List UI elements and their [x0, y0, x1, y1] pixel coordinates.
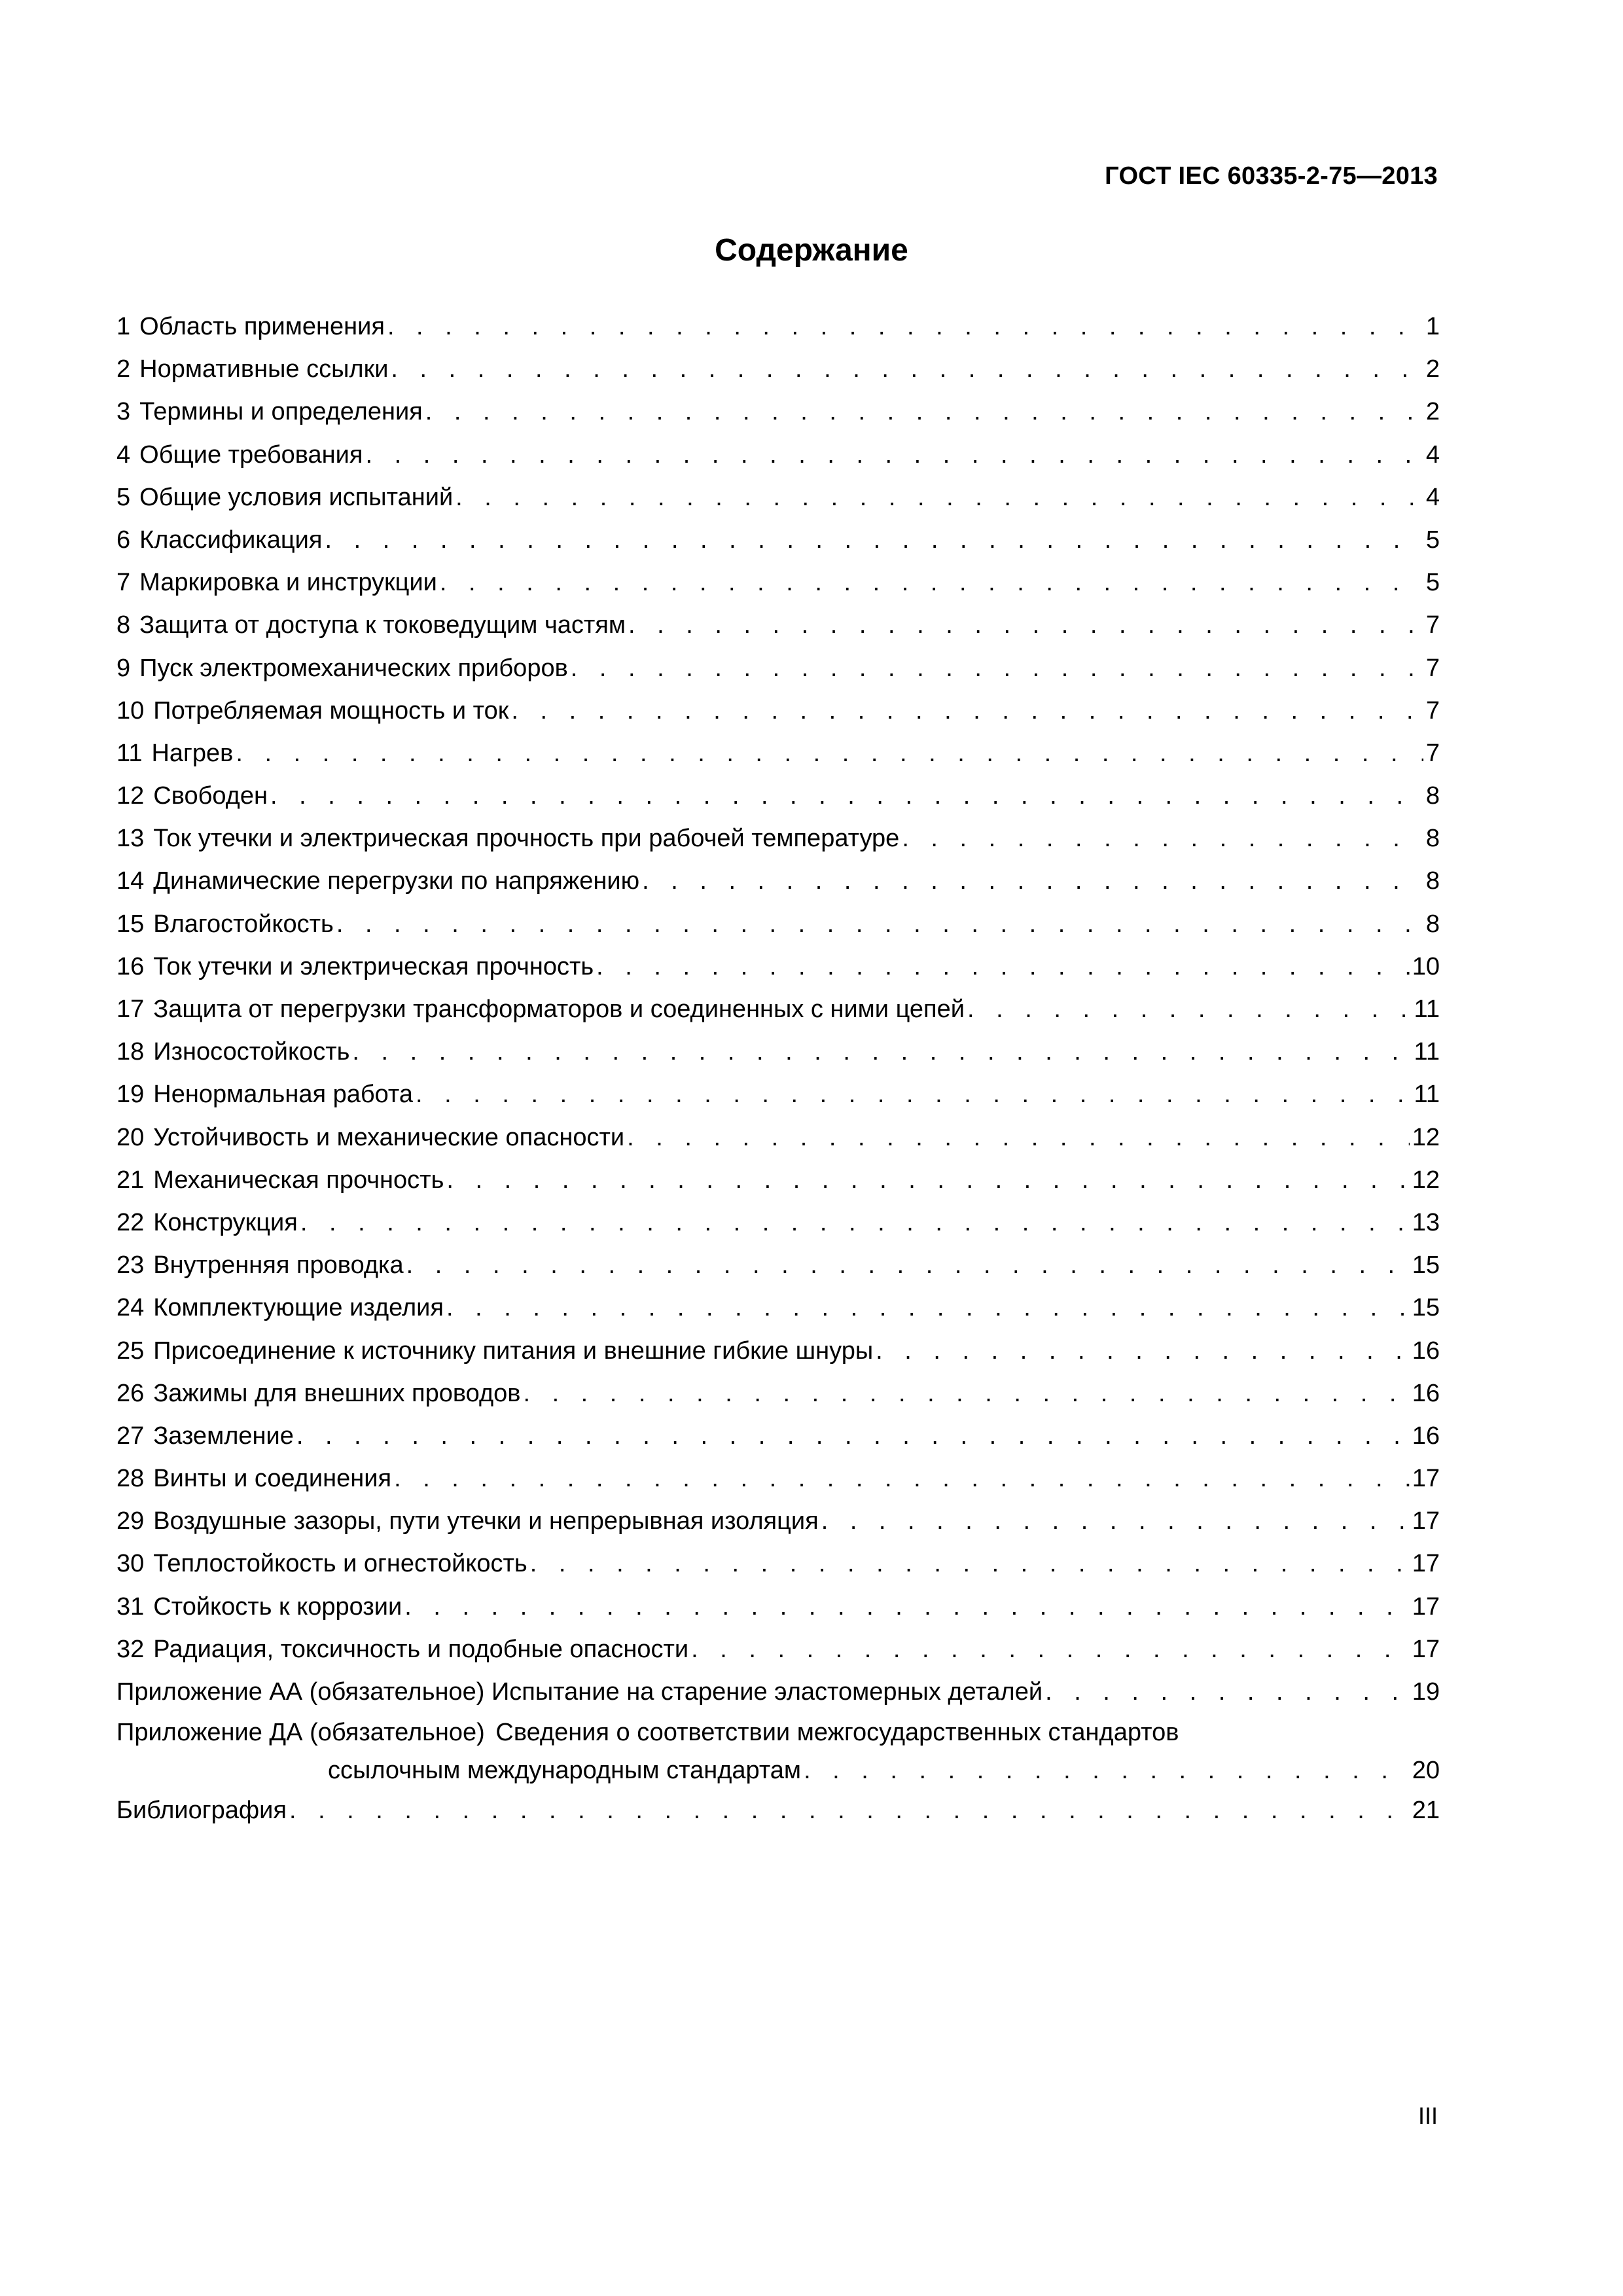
toc-entry[interactable] [116, 476, 1440, 519]
toc-entry[interactable] [116, 1159, 1440, 1202]
toc-entry[interactable] [116, 732, 1440, 775]
toc-entry-label: Область применения [139, 313, 385, 340]
toc-entry-number: 21 [116, 1166, 145, 1194]
toc-entry[interactable] [116, 1287, 1440, 1329]
toc-entry[interactable] [116, 690, 1440, 732]
toc-entry-label: Воздушные зазоры, пути утечки и непрерывная изоляция [153, 1507, 819, 1535]
toc-entry-page: 1 [1425, 313, 1440, 340]
toc-entry-page: 11 [1414, 996, 1440, 1023]
toc-leader-dots [416, 1073, 1412, 1116]
toc-entry[interactable] [116, 1372, 1440, 1415]
toc-entry[interactable] [116, 562, 1440, 604]
page-number: III [1418, 2102, 1438, 2129]
toc-leader-dots [511, 690, 1423, 732]
toc-entry-annex-aa[interactable] [116, 1671, 1440, 1713]
toc-leader-dots [365, 434, 1423, 476]
toc-entry[interactable] [116, 1543, 1440, 1585]
toc-entry-page: 15 [1412, 1294, 1440, 1322]
toc-entry[interactable] [116, 391, 1440, 433]
toc-entry-page: 4 [1425, 483, 1440, 511]
toc-leader-dots [876, 1330, 1410, 1372]
toc-entry-page: 7 [1425, 654, 1440, 682]
toc-leader-dots [967, 988, 1412, 1031]
toc-entry-page: 7 [1425, 739, 1440, 767]
toc-entry-label: Теплостойкость и огнестойкость [153, 1550, 527, 1578]
toc-entry-label-continuation: ссылочным международным стандартам [328, 1757, 802, 1785]
toc-entry-number: 11 [116, 739, 143, 767]
toc-entry-label: Ненормальная работа [153, 1081, 414, 1109]
toc-leader-dots [804, 1751, 1410, 1789]
toc-leader-dots [627, 1117, 1410, 1159]
toc-entry-page: 16 [1412, 1422, 1440, 1450]
toc-entry-label: Общие условия испытаний [139, 483, 454, 511]
toc-entry-label: Комплектующие изделия [153, 1294, 444, 1322]
toc-leader-dots [440, 562, 1423, 604]
toc-entry-page: 10 [1412, 952, 1440, 980]
toc-entry-number: 4 [116, 440, 131, 469]
toc-entry-label: Механическая прочность [153, 1166, 444, 1194]
toc-entry[interactable] [116, 519, 1440, 562]
toc-entry-label: Радиация, токсичность и подобные опасности [153, 1635, 689, 1663]
toc-entry[interactable] [116, 1244, 1440, 1287]
toc-entry-page: 19 [1412, 1678, 1440, 1706]
toc-entry-number: 17 [116, 996, 145, 1023]
toc-entry[interactable] [116, 1202, 1440, 1244]
toc-entry[interactable] [116, 1117, 1440, 1159]
toc-entry-number: 23 [116, 1251, 145, 1280]
toc-entry-label: Влагостойкость [153, 910, 334, 938]
toc-leader-dots [446, 1287, 1410, 1329]
toc-entry-number: 14 [116, 867, 145, 895]
toc-entry-label: Нормативные ссылки [139, 355, 389, 384]
toc-entry-label: Конструкция [153, 1208, 298, 1236]
toc-leader-dots [300, 1202, 1410, 1244]
toc-entry-number: 7 [116, 569, 131, 597]
toc-entry-number: 20 [116, 1123, 145, 1151]
toc-entry-number: 22 [116, 1208, 145, 1236]
toc-entry[interactable] [116, 775, 1440, 817]
toc-entry-page: 20 [1412, 1757, 1440, 1785]
toc-entry-page: 5 [1425, 526, 1440, 554]
toc-entry-number: 28 [116, 1465, 145, 1493]
toc-entry-label: Потребляемая мощность и ток [153, 696, 509, 725]
toc-leader-dots [236, 732, 1423, 775]
toc-entry-label: Зажимы для внешних проводов [153, 1379, 521, 1407]
toc-leader-dots [387, 306, 1423, 348]
toc-entry-annex-da[interactable] [116, 1713, 1440, 1789]
toc-entry[interactable] [116, 1031, 1440, 1073]
toc-entry-number: 19 [116, 1081, 145, 1109]
toc-entry[interactable] [116, 434, 1440, 476]
toc-leader-dots [391, 348, 1423, 391]
toc-entry-page: 17 [1412, 1507, 1440, 1535]
toc-entry-label: Общие требования [139, 440, 363, 469]
toc-entry-number: 5 [116, 483, 131, 511]
toc-entry[interactable] [116, 1458, 1440, 1500]
toc-entry[interactable] [116, 1628, 1440, 1671]
toc-entry-page: 12 [1412, 1123, 1440, 1151]
toc-entry[interactable] [116, 946, 1440, 988]
toc-entry-label: Приложение АА (обязательное) Испытание на старение эластомерных деталей [116, 1678, 1043, 1706]
toc-entry-page: 12 [1412, 1166, 1440, 1194]
toc-entry-label: Устойчивость и механические опасности [153, 1123, 625, 1151]
toc-entry-number: 27 [116, 1422, 145, 1450]
toc-entry-label: Маркировка и инструкции [139, 569, 437, 597]
toc-entry-label: Приложение ДА (обязательное) [116, 1719, 485, 1747]
table-of-contents [116, 306, 1440, 1832]
toc-title: Содержание [715, 233, 908, 268]
toc-leader-dots [596, 946, 1410, 988]
toc-entry-label: Заземление [153, 1422, 294, 1450]
toc-entry-page: 5 [1425, 569, 1440, 597]
toc-leader-dots [336, 903, 1423, 946]
toc-entry-page: 11 [1414, 1081, 1440, 1109]
toc-entry-number: 6 [116, 526, 131, 554]
toc-leader-dots [523, 1372, 1409, 1415]
toc-entry-bibliography[interactable] [116, 1789, 1440, 1832]
toc-leader-dots [821, 1500, 1410, 1543]
toc-leader-dots [902, 817, 1423, 860]
toc-entry-number: 12 [116, 782, 145, 810]
toc-entry-page: 17 [1412, 1550, 1440, 1578]
toc-entry-page: 4 [1425, 440, 1440, 469]
toc-entry-label: Ток утечки и электрическая прочность [153, 952, 594, 980]
toc-leader-dots [289, 1789, 1410, 1832]
toc-leader-dots [642, 860, 1423, 903]
toc-leader-dots [394, 1458, 1410, 1500]
toc-entry-number: 9 [116, 654, 131, 682]
toc-entry-number: 15 [116, 910, 145, 938]
toc-entry-number: 18 [116, 1038, 145, 1066]
toc-entry-page: 17 [1412, 1465, 1440, 1493]
toc-entry-page: 11 [1414, 1038, 1440, 1066]
toc-entry-page: 17 [1412, 1635, 1440, 1663]
toc-entry[interactable] [116, 647, 1440, 690]
toc-entry-label: Износостойкость [153, 1038, 350, 1066]
toc-leader-dots [296, 1415, 1410, 1458]
toc-entry-number: 31 [116, 1592, 145, 1621]
toc-leader-dots [446, 1159, 1409, 1202]
toc-entry-page: 7 [1425, 696, 1440, 725]
toc-entry-number: 10 [116, 696, 145, 725]
toc-leader-dots [425, 391, 1423, 433]
toc-entry-page: 8 [1425, 867, 1440, 895]
toc-entry-label: Термины и определения [139, 398, 423, 426]
toc-entry-label: Динамические перегрузки по напряжению [153, 867, 640, 895]
toc-entry-label: Ток утечки и электрическая прочность при рабочей температуре [153, 825, 900, 853]
toc-entry[interactable] [116, 1415, 1440, 1458]
toc-entry-number: 29 [116, 1507, 145, 1535]
toc-entry[interactable] [116, 860, 1440, 903]
toc-entries [116, 306, 1440, 1671]
toc-leader-dots [406, 1244, 1410, 1287]
toc-entry-page: 2 [1425, 398, 1440, 426]
toc-leader-dots [691, 1628, 1410, 1671]
toc-entry-number: 32 [116, 1635, 145, 1663]
toc-leader-dots [404, 1586, 1409, 1628]
toc-entry[interactable] [116, 604, 1440, 647]
toc-entry-number: 30 [116, 1550, 145, 1578]
toc-leader-dots [571, 647, 1423, 690]
toc-entry-label: Внутренняя проводка [153, 1251, 404, 1280]
toc-leader-dots [455, 476, 1423, 519]
toc-entry-page: 8 [1425, 825, 1440, 853]
toc-entry-page: 16 [1412, 1379, 1440, 1407]
toc-leader-dots [530, 1543, 1410, 1585]
toc-entry-label: Пуск электромеханических приборов [139, 654, 568, 682]
toc-entry-number: 8 [116, 611, 131, 639]
toc-entry[interactable] [116, 1330, 1440, 1372]
toc-entry-number: 25 [116, 1336, 145, 1365]
toc-entry-number: 2 [116, 355, 131, 384]
toc-entry-label-continuation: Сведения о соответствии межгосударственных стандартов [495, 1719, 1179, 1747]
toc-entry-label: Стойкость к коррозии [153, 1592, 402, 1621]
toc-leader-dots [1045, 1671, 1410, 1713]
toc-leader-dots [270, 775, 1423, 817]
toc-entry-page: 2 [1425, 355, 1440, 384]
toc-entry[interactable] [116, 817, 1440, 860]
toc-entry[interactable] [116, 988, 1440, 1031]
toc-entry-page: 7 [1425, 611, 1440, 639]
toc-entry-page: 17 [1412, 1592, 1440, 1621]
toc-entry-number: 26 [116, 1379, 145, 1407]
toc-entry-label: Винты и соединения [153, 1465, 392, 1493]
toc-entry-number: 16 [116, 952, 145, 980]
toc-entry-number: 1 [116, 313, 131, 340]
toc-entry-label: Классификация [139, 526, 323, 554]
toc-entry-page: 21 [1412, 1797, 1440, 1825]
document-id: ГОСТ IEC 60335-2-75—2013 [1105, 162, 1438, 190]
toc-leader-dots [352, 1031, 1411, 1073]
toc-entry-label: Защита от доступа к токоведущим частям [139, 611, 626, 639]
toc-entry-label: Нагрев [151, 739, 234, 767]
toc-entry-label: Библиография [116, 1797, 287, 1825]
toc-entry-number: 13 [116, 825, 145, 853]
toc-leader-dots [628, 604, 1423, 647]
toc-entry[interactable] [116, 348, 1440, 391]
toc-entry-page: 8 [1425, 910, 1440, 938]
toc-entry-number: 24 [116, 1294, 145, 1322]
toc-entry-label: Свободен [153, 782, 268, 810]
toc-entry-page: 8 [1425, 782, 1440, 810]
toc-entry[interactable] [116, 306, 1440, 348]
toc-entry-label: Присоединение к источнику питания и внешние гибкие шнуры [153, 1336, 874, 1365]
toc-entry[interactable] [116, 1586, 1440, 1628]
toc-entry-number: 3 [116, 398, 131, 426]
toc-entry-label: Защита от перегрузки трансформаторов и соединенных с ними цепей [153, 996, 965, 1023]
toc-entry-page: 16 [1412, 1336, 1440, 1365]
toc-entry-page: 13 [1412, 1208, 1440, 1236]
toc-entry[interactable] [116, 1073, 1440, 1116]
toc-leader-dots [325, 519, 1423, 562]
toc-entry[interactable] [116, 903, 1440, 946]
toc-entry[interactable] [116, 1500, 1440, 1543]
toc-entry-page: 15 [1412, 1251, 1440, 1280]
